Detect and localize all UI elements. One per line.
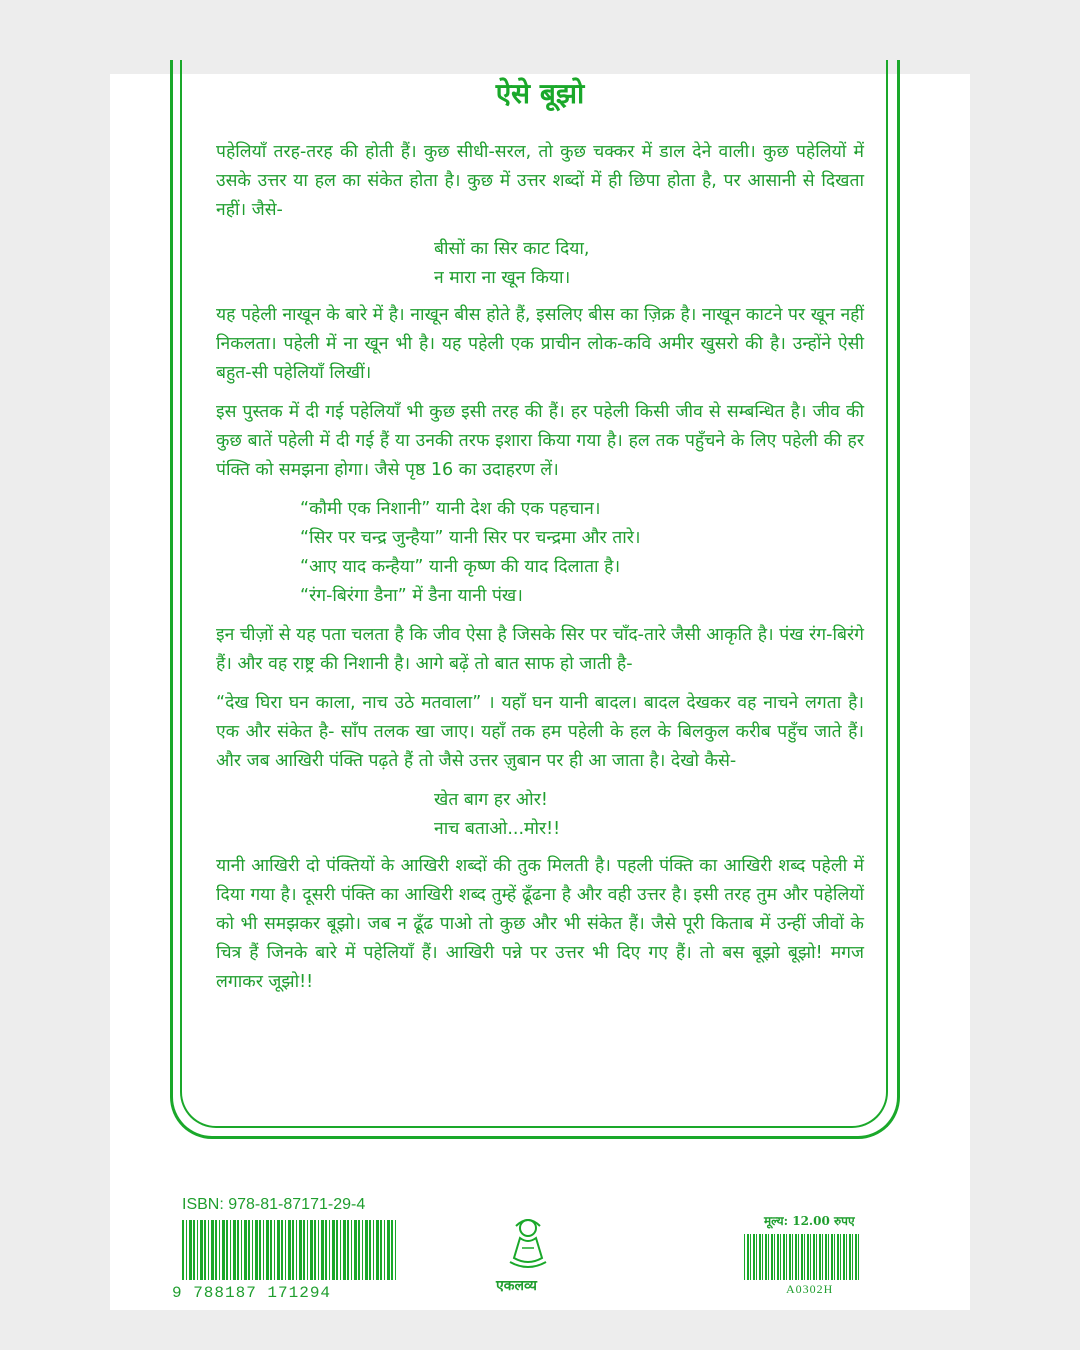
paragraph-cloud: “देख घिरा घन काला, नाच उठे मतवाला” । यहाँ घन यानी बादल। बादल देखकर वह नाचने लगता है। एक और संकेत है- साँप तलक खा जाए। यहाँ तक हम पहेली के हल के बिलकुल करीब पहुँच जाते हैं। और जब आखिरी पंक्ति पढ़ते हैं तो जैसे उत्तर ज़ुबान पर ही आ जाता है। देखो कैसे- [216, 693, 864, 771]
example-line: “कौमी एक निशानी” यानी देश की एक पहचान। [300, 499, 601, 519]
cover-footer [110, 1184, 970, 1310]
paragraph-clues: इन चीज़ों से यह पता चलता है कि जीव ऐसा है जिसके सिर पर चाँद-तारे जैसी आकृति है। पंख रंग-बिरंगे हैं। और वह राष्ट्र की निशानी है। आगे बढ़ें तो बात साफ हो जाती है- [216, 625, 864, 674]
example-lines [216, 495, 864, 611]
paragraph-book: इस पुस्तक में दी गई पहेलियाँ भी कुछ इसी तरह की हैं। हर पहेली किसी जीव से सम्बन्धित है। जीव की कुछ बातें पहेली में दी गई हैं या उनकी तरफ इशारा किया गया है। हल तक पहुँचने के लिए पहेली की हर पंक्ति को समझना होगा। जैसे पृष्ठ 16 का उदाहरण लें। [216, 402, 864, 480]
paragraph-nails: यह पहेली नाखून के बारे में है। नाखून बीस होते हैं, इसलिए बीस का ज़िक्र है। नाखून काटने पर खून नहीं निकलता। पहेली में ना खून भी है। यह पहेली एक प्राचीन लोक-कवि अमीर खुसरो की है। उन्होंने ऐसी बहुत-सी पहेलियाँ लिखीं। [216, 305, 864, 383]
page-title: ऐसे बूझो [495, 77, 585, 110]
publisher-name: एकलव्य [496, 1278, 537, 1294]
price-label: मूल्य: 12.00 रुपए [764, 1214, 855, 1228]
verse-peacock [216, 786, 864, 844]
verse-line: नाच बताओ...मोर!! [434, 819, 561, 839]
example-line: “रंग-बिरंगा डैना” में डैना यानी पंख। [300, 586, 523, 606]
verse-line: खेत बाग हर ओर! [434, 790, 548, 810]
isbn-label: ISBN: 978-81-87171-29-4 [182, 1196, 366, 1213]
verse-line: न मारा ना खून किया। [434, 268, 571, 288]
cover-text [216, 74, 864, 1007]
product-code: A0302H [786, 1282, 834, 1296]
price-barcode [744, 1234, 860, 1280]
paragraph-conclusion: यानी आखिरी दो पंक्तियों के आखिरी शब्दों की तुक मिलती है। पहली पंक्ति का आखिरी शब्द पहेली में दिया गया है। दूसरी पंक्ति का आखिरी शब्द तुम्हें ढूँढना है और वही उत्तर है। इसी तरह तुम और पहेलियों को भी समझकर बूझो। जब न ढूँढ पाओ तो कुछ और भी संकेत हैं। जैसे पूरी किताब में उन्हीं जीवों के चित्र हैं जिनके बारे में पहेलियाँ हैं। आखिरी पन्ने पर उत्तर भी दिए गए हैं। तो बस बूझो बूझो! मगज लगाकर जूझो!! [216, 856, 864, 992]
barcode-digits: 9 788187 171294 [172, 1284, 332, 1302]
paragraph-intro: पहेलियाँ तरह-तरह की होती हैं। कुछ सीधी-सरल, तो कुछ चक्कर में डाल देने वाली। कुछ पहेलियों में उसके उत्तर या हल का संकेत होता है। कुछ में उत्तर शब्दों में ही छिपा होता है, पर आसानी से दिखता नहीं। जैसे- [216, 142, 864, 220]
example-line: “आए याद कन्हैया” यानी कृष्ण की याद दिलाता है। [300, 557, 621, 577]
verse-line: बीसों का सिर काट दिया, [434, 239, 590, 259]
isbn-barcode [182, 1220, 396, 1280]
example-line: “सिर पर चन्द्र जुन्हैया” यानी सिर पर चन्द्रमा और तारे। [300, 528, 641, 548]
book-back-cover [110, 74, 970, 1310]
verse-riddle-nails [216, 235, 864, 293]
publisher-logo-icon [498, 1214, 558, 1274]
